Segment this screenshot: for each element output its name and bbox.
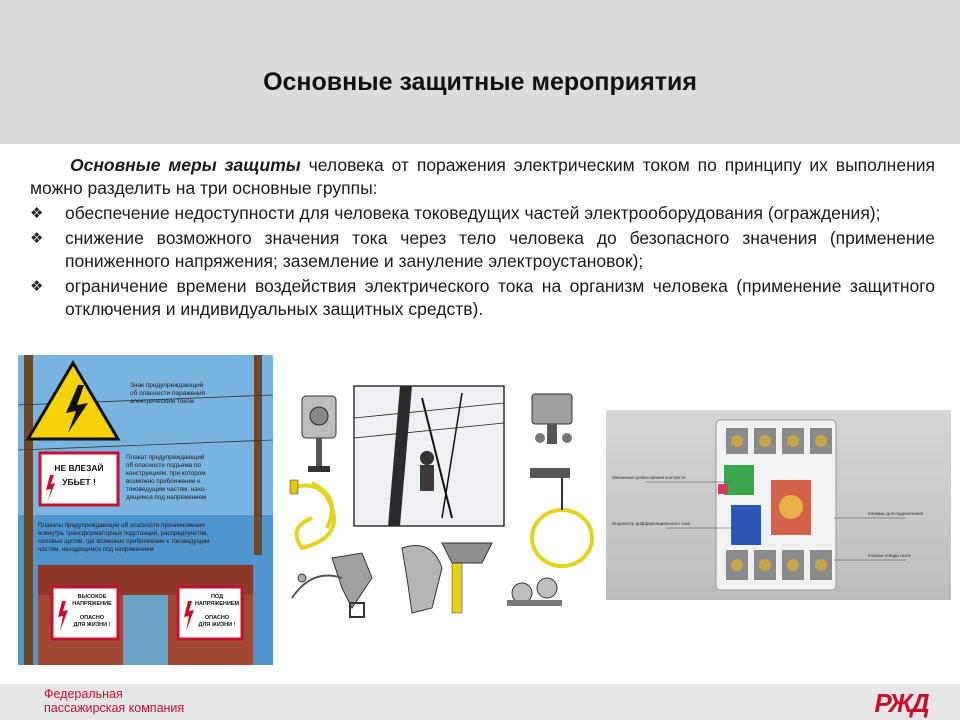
sign1-caption: Знак предупреждающий об опасности поражения электрическим током — [130, 382, 206, 405]
protective-equipment-collage — [282, 378, 602, 650]
diamond-bullet-icon: ❖ — [30, 205, 44, 222]
sign3-caption: Плакаты предупреждающие об опасности проникновения вовнутрь трансформаторных подстанций, распредпунктов, силовых щитов, где возможно приближение к токоведущим частям, находящимся под напряжением — [38, 522, 210, 553]
intro-rest: человека от поражения электрическим током по принципу их выполнения можно разделить на три основные группы: — [30, 155, 935, 198]
main-text — [30, 154, 935, 323]
sign2-label: НЕ ВЛЕЗАЙ УБЬЕТ ! — [54, 463, 104, 487]
bullet-text: ограничение времени воздействия электрического тока на организм человека (применение защитного отключения и индивидуальных защитных средств). — [65, 276, 935, 319]
breaker-label-3: Клеммы для подключения — [868, 511, 924, 516]
company-line-1: Федеральная — [44, 687, 123, 701]
circuit-breaker-image — [606, 410, 951, 600]
sign2-caption: Плакат предупреждающий об опасности подъема по конструкциям, при котором возможно приближение к токоведущим частям, нахо-дящимся под напряжением — [126, 454, 207, 501]
page-title: Основные защитные мероприятия — [263, 67, 697, 96]
breaker-label-4: Клапан отвода газов — [868, 553, 911, 558]
bullet-list — [30, 202, 935, 321]
company-line-2: пассажирская компания — [44, 701, 185, 715]
list-item — [30, 202, 935, 225]
breaker-label-1: Механизм срабатывания контактов — [612, 475, 686, 480]
plate1-text: ВЫСОКОЕ НАПРЯЖЕНИЕ ОПАСНО ДЛЯ ЖИЗНИ ! — [72, 594, 112, 628]
breaker-label-2: Индикатор дифференциального тока — [612, 521, 691, 526]
title-bar — [0, 0, 960, 144]
diamond-bullet-icon: ❖ — [30, 230, 44, 247]
svg-text:РЖД: РЖД — [874, 688, 928, 718]
bullet-text: обеспечение недоступности для человека токоведущих частей электрооборудования (ограждения); — [65, 203, 881, 223]
list-item — [30, 227, 935, 273]
diamond-bullet-icon: ❖ — [30, 278, 44, 295]
company-name — [44, 687, 184, 715]
footer-bar — [0, 684, 960, 720]
intro-paragraph — [30, 154, 935, 200]
plate2-text: ПОД НАПРЯЖЕНИЕМ ОПАСНО ДЛЯ ЖИЗНИ ! — [194, 594, 240, 628]
warning-signs-poster — [18, 355, 273, 665]
list-item — [30, 275, 935, 321]
bullet-text: снижение возможного значения тока через тело человека до безопасного значения (применение пониженного напряжения; заземление и зануление электроустановок); — [65, 228, 935, 271]
rzd-logo-icon — [856, 686, 946, 718]
intro-bold: Основные меры защиты — [70, 155, 301, 175]
